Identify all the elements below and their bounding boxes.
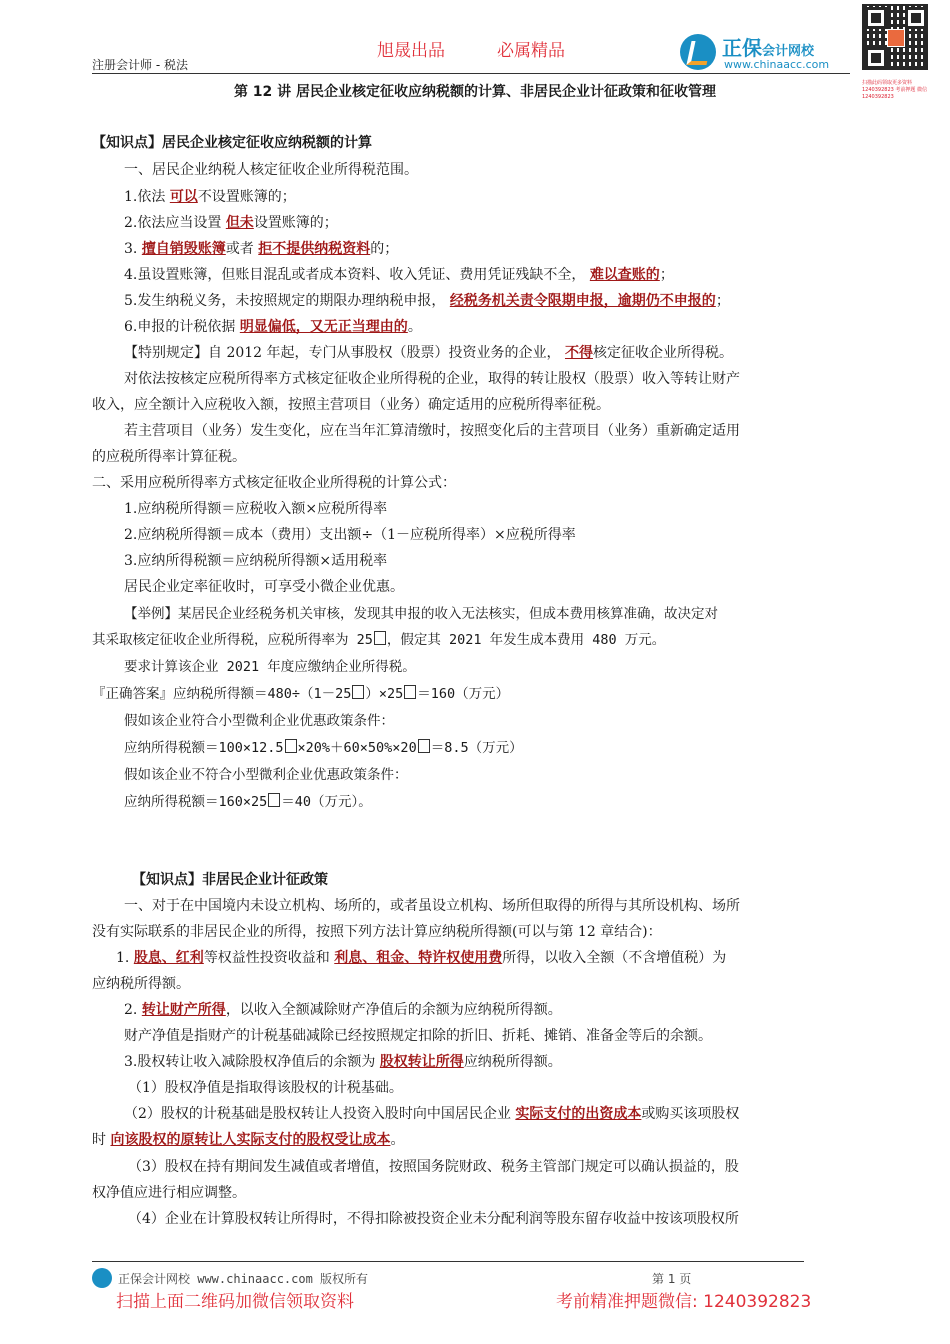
s1-line: 6.申报的计税依据 明显偏低，又无正当理由的。 [124, 319, 422, 335]
logo-icon [680, 34, 716, 70]
header-divider [92, 73, 850, 74]
s1-line: 2.依法应当设置 但未设置账簿的； [124, 215, 338, 231]
s2-line: 财产净值是指财产的计税基础减除已经按照规定扣除的折旧、折耗、摊销、准备金等后的余额。 [124, 1028, 712, 1044]
footer-copyright: 正保会计网校 www.chinaacc.com 版权所有 [118, 1272, 369, 1286]
s1-line: 4.虽设置账簿，但账目混乱或者成本资料、收入凭证、费用凭证残缺不全， 难以查账的； [124, 267, 674, 283]
footer-divider [92, 1261, 804, 1262]
s2-line: 3.股权转让收入减除股权净值后的余额为 股权转让所得应纳税所得额。 [124, 1054, 562, 1070]
brand-logo[interactable] [680, 30, 855, 74]
s1-line: 一、居民企业纳税人核定征收企业所得税范围。 [124, 162, 418, 178]
course-name: 注册会计师 - 税法 [92, 58, 188, 72]
s2-line: 没有实际联系的非居民企业的所得，按照下列方法计算应纳税所得额(可以与第 12 章结合)： [92, 924, 662, 940]
s1-line: 对依法按核定应税所得率方式核定征收企业所得税的企业，取得的转让股权（股票）收入等转让财产 [124, 371, 740, 387]
logo-name: 正保会计网校 [722, 36, 815, 60]
watermark-left: 旭晟出品 [377, 41, 445, 61]
s2-line: 1. 股息、红利等权益性投资收益和 利息、租金、特许权使用费所得，以收入全额（不含增值税）为 [116, 950, 727, 966]
s2-line: 权净值应进行相应调整。 [92, 1185, 246, 1201]
s1-line: 的应税所得率计算征税。 [92, 449, 246, 465]
qr-note: 扫描此码领取更多资料 1240392823 考前押题 微信 1240392823 [862, 80, 927, 100]
s1-line: 收入，应全额计入应税收入额，按照主营项目（业务）确定适用的应税所得率征税。 [92, 397, 610, 413]
s1-line: 若主营项目（业务）发生变化，应在当年汇算清缴时，按照变化后的主营项目（业务）重新确定适用 [124, 423, 740, 439]
answer-line: 应纳所得税额＝160×25 ＝40（万元）。 [124, 794, 372, 810]
example-line: 假如该企业不符合小型微利企业优惠政策条件： [124, 767, 408, 783]
s1-line: 1.依法 可以不设置账簿的； [124, 189, 296, 205]
special-rule: 【特别规定】自 2012 年起，专门从事股权（股票）投资业务的企业， 不得核定征收企业所得税。 [124, 345, 733, 361]
example-line: 其采取核定征收企业所得税，应税所得率为 25 ，假定其 2021 年发生成本费用 480 万元。 [92, 632, 666, 648]
logo-url: www.chinaacc.com [724, 58, 830, 71]
s1-line: 3. 擅自销毁账簿或者 拒不提供纳税资料的； [124, 241, 399, 257]
example-line: 【举例】某居民企业经税务机关审核，发现其申报的收入无法核实，但成本费用核算准确，故决定对 [124, 606, 718, 622]
s1-line: 二、采用应税所得率方式核定征收企业所得税的计算公式： [92, 475, 456, 491]
s2-line: 时 向该股权的原转让人实际支付的股权受让成本。 [92, 1132, 405, 1148]
answer-line: 『正确答案』应纳税所得额＝480÷（1－25 ）×25 ＝160（万元） [92, 686, 510, 702]
s1-line: 5.发生纳税义务，未按照规定的期限办理纳税申报， 经税务机关责令限期申报，逾期仍不申报的； [124, 293, 730, 309]
s1-line: 居民企业定率征收时，可享受小微企业优惠。 [124, 579, 404, 595]
example-line: 假如该企业符合小型微利企业优惠政策条件： [124, 713, 394, 729]
s2-line: （3）股权在持有期间发生减值或者增值，按照国务院财政、税务主管部门规定可以确认损益的，股 [128, 1159, 739, 1175]
formula: 2.应纳税所得额＝成本（费用）支出额÷（1－应税所得率）×应税所得率 [124, 527, 576, 543]
s2-line: （2）股权的计税基础是股权转让人投资入股时向中国居民企业 实际支付的出资成本或购买该项股权 [124, 1106, 740, 1122]
footer-logo-icon [92, 1268, 112, 1288]
s2-line: （4）企业在计算股权转让所得时，不得扣除被投资企业未分配利润等股东留存收益中按该项股权所 [128, 1211, 739, 1227]
section1-heading: 【知识点】居民企业核定征收应纳税额的计算 [92, 135, 372, 151]
s2-line: 应纳税所得额。 [92, 976, 190, 992]
s2-line: （1）股权净值是指取得该股权的计税基础。 [128, 1080, 403, 1096]
s2-line: 一、对于在中国境内未设立机构、场所的，或者虽设立机构、场所但取得的所得与其所设机构、场所 [124, 898, 740, 914]
s2-line: 2. 转让财产所得，以收入全额减除财产净值后的余额为应纳税所得额。 [124, 1002, 562, 1018]
promo-left: 扫描上面二维码加微信领取资料 [116, 1292, 354, 1312]
section2-heading: 【知识点】非居民企业计征政策 [132, 872, 328, 888]
page-title: 第 12 讲 居民企业核定征收应纳税额的计算、非居民企业计征政策和征收管理 [233, 84, 717, 100]
page-number: 第 1 页 [652, 1272, 692, 1286]
formula: 1.应纳税所得额＝应税收入额×应税所得率 [124, 501, 388, 517]
watermark-right: 必属精品 [497, 41, 565, 61]
promo-right: 考前精准押题微信: 1240392823 [556, 1292, 812, 1312]
answer-line: 应纳所得税额＝100×12.5 ×20%＋60×50%×20 ＝8.5（万元） [124, 740, 523, 756]
formula: 3.应纳所得税额＝应纳税所得额×适用税率 [124, 553, 388, 569]
qr-code-icon [862, 4, 928, 70]
example-line: 要求计算该企业 2021 年度应缴纳企业所得税。 [124, 659, 416, 675]
